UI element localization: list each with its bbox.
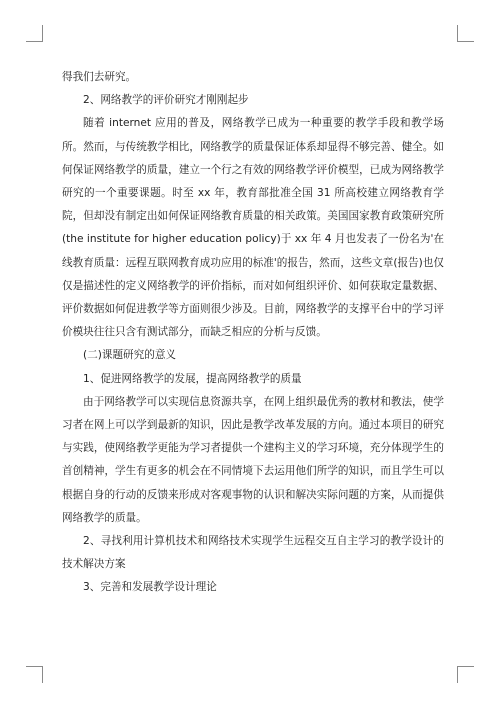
subheading-technical-solution: 2、寻找利用计算机技术和网络技术实现学生远程交互自主学习的教学设计的技术解决方案 bbox=[62, 535, 444, 571]
crop-mark-top-left bbox=[26, 25, 43, 42]
crop-mark-top-right bbox=[457, 25, 474, 42]
subheading-promote-quality: 1、促进网络教学的发展，提高网络教学的质量 bbox=[83, 372, 302, 385]
paragraph-promote-quality-body: 由于网络教学可以实现信息资源共享，在网上组织最优秀的教材和教法，使学习者在网上可以学到最新的知识，因此是教学改革发展的方向。通过本项目的研究与实践，使网络教学更能为学习者提供一个建构主义的学习环境，充分体现学生的首创精神，学生有更多的机会在不同情境下去运用他们所学的知识，而且学生可以根据自身的行动的反馈来形成对客观事物的认识和解决实际问题的方案，从而提供网络教学的质量。 bbox=[62, 395, 444, 524]
paragraph-evaluation-body: 随着 internet 应用的普及，网络教学已成为一种重要的教学手段和教学场所。然而，与传统教学相比，网络教学的质量保证体系却显得不够完善、健全。如何保证网络教学的质量，建立一个行之有效的网络教学评价模型，已成为网络教学研究的一个重要课题。时至 xx 年，教育部批准全国 31 所高校建立网络教育学院，但却没有制定出如何保证网络教育质量的相关政策。美国国家教育政策研究所(the institute for higher education policy)于 xx 年 4 月也发表了一份名为'在线教育质量：远程互联网教育成功应用的标准'的报告，然而，这些文章(报告)也仅仅是描述性的定义网络教学的评价指标，而对如何组织评价、如何获取定量数据、评价数据如何促进教学等方面则很少涉及。目前，网络教学的支撑平台中的学习评价模块往往只含有测试部分，而缺乏相应的分析与反馈。 bbox=[62, 117, 444, 339]
crop-mark-bottom-left bbox=[26, 666, 43, 683]
document-body bbox=[62, 66, 444, 600]
subheading-design-theory: 3、完善和发展教学设计理论 bbox=[83, 581, 217, 594]
crop-mark-bottom-right bbox=[457, 666, 474, 683]
paragraph-continuation: 得我们去研究。 bbox=[62, 71, 137, 83]
section-heading-significance: (二)课题研究的意义 bbox=[83, 349, 177, 362]
section-heading-evaluation: 2、网络教学的评价研究才刚刚起步 bbox=[83, 94, 249, 107]
